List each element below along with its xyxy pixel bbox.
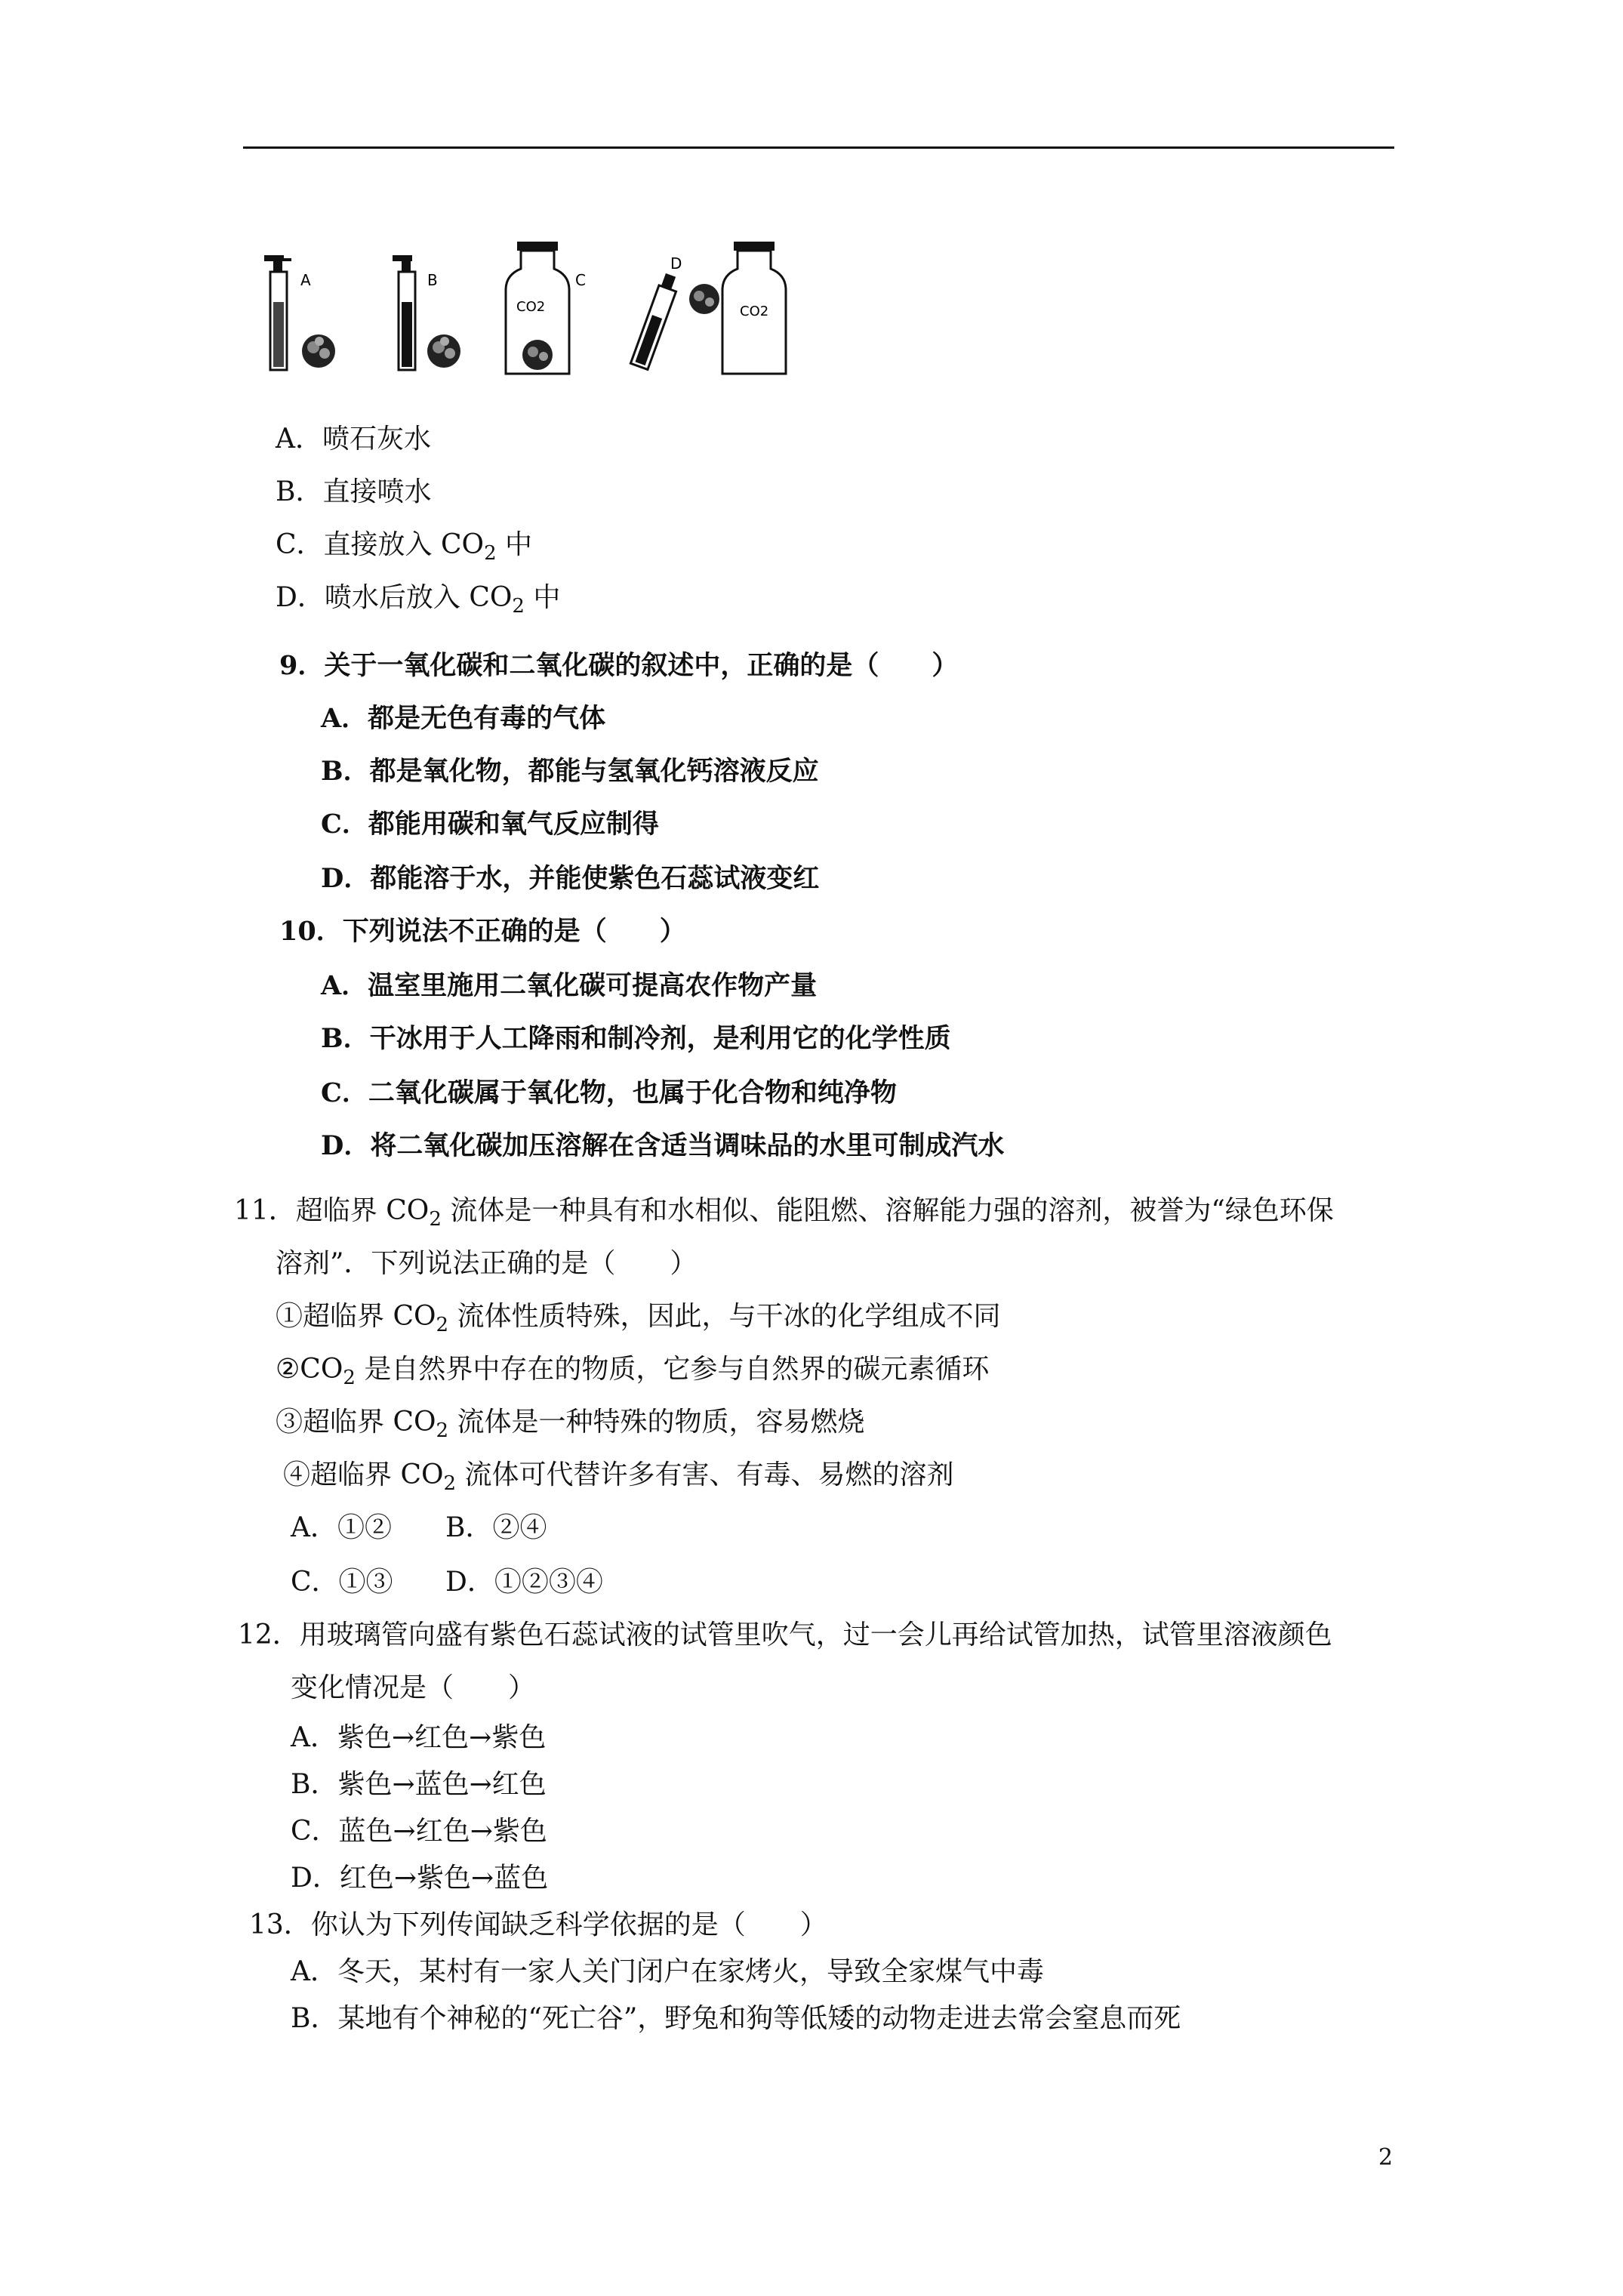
q8-option-d: D．喷水后放入 $CO_2$ 中	[276, 582, 561, 618]
q11-statement-1: ①超临界 $CO_2$ 流体性质特殊，因此，与干冰的化学组成不同	[276, 1301, 1001, 1336]
flower-icon	[302, 334, 335, 368]
bottle-c-label: CO2	[516, 299, 546, 315]
setup-c	[506, 242, 586, 374]
q8-option-c: C．直接放入 $CO_2$ 中	[276, 529, 533, 565]
q13-option-a: A．冬天，某村有一家人关门闭户在家烤火，导致全家煤气中毒	[291, 1956, 1044, 1987]
q12-option-a: A．紫色→红色→紫色	[291, 1722, 547, 1753]
q13-option-b: B．某地有个神秘的“死亡谷”，野兔和狗等低矮的动物走进去常会窒息而死	[291, 2003, 1181, 2034]
q11-option-b: B．②④	[445, 1512, 547, 1543]
q12-option-c: C．蓝色→红色→紫色	[291, 1816, 547, 1847]
q13-stem: 13．你认为下列传闻缺乏科学依据的是（ ）	[249, 1909, 827, 1940]
q10-stem: 10．下列说法不正确的是（ ）	[279, 916, 686, 947]
q12-option-d: D．红色→紫色→蓝色	[291, 1863, 549, 1894]
q12-stem-line1: 12．用玻璃管向盛有紫色石蕊试液的试管里吹气，过一会儿再给试管加热，试管里溶液颜色	[238, 1620, 1332, 1650]
q9-option-c: C．都能用碳和氧气反应制得	[321, 809, 659, 840]
q9-stem: 9．关于一氧化碳和二氧化碳的叙述中，正确的是（ ）	[279, 650, 959, 681]
q10-option-d: D．将二氧化碳加压溶解在含适当调味品的水里可制成汽水	[321, 1130, 1005, 1161]
setup-b	[393, 255, 460, 370]
page-number: 2	[1378, 2144, 1394, 2171]
figure-label-a: A	[300, 271, 311, 289]
figure-label-c: C	[575, 271, 586, 289]
q11-statement-3: ③超临界 $CO_2$ 流体是一种特殊的物质，容易燃烧	[276, 1407, 865, 1442]
figure-label-d: D	[670, 254, 682, 273]
header-rule	[243, 146, 1394, 149]
q9-option-a: A．都是无色有毒的气体	[321, 703, 606, 734]
flower-icon	[689, 284, 719, 314]
q10-option-a: A．温室里施用二氧化碳可提高农作物产量	[321, 970, 818, 1001]
q11-option-c: C．①③	[291, 1567, 393, 1598]
q8-option-b: B．直接喷水	[276, 476, 432, 507]
setup-a	[264, 255, 335, 370]
q10-option-b: B．干冰用于人工降雨和制冷剂，是利用它的化学性质	[321, 1023, 951, 1054]
bottle-d-label: CO2	[740, 304, 769, 319]
q11-statement-4: ④超临界 $CO_2$ 流体可代替许多有害、有毒、易燃的溶剂	[283, 1459, 954, 1495]
q11-option-d: D．①②③④	[445, 1567, 603, 1598]
q11-option-a: A．①②	[291, 1512, 392, 1543]
q12-stem-line2: 变化情况是（ ）	[291, 1672, 536, 1703]
flower-icon	[427, 334, 460, 368]
q11-stem-line2: 溶剂”．下列说法正确的是（ ）	[276, 1248, 698, 1279]
setup-d	[630, 242, 786, 374]
figure-label-b: B	[427, 271, 438, 289]
q8-option-a: A．喷石灰水	[276, 424, 431, 455]
q9-option-d: D．都能溶于水，并能使紫色石蕊试液变红	[321, 863, 820, 894]
flower-icon	[522, 340, 553, 370]
q11-statement-2: $②CO_2$ 是自然界中存在的物质，它参与自然界的碳元素循环	[276, 1354, 990, 1389]
q9-option-b: B．都是氧化物，都能与氢氧化钙溶液反应	[321, 756, 819, 787]
experiment-figure	[264, 242, 793, 378]
q12-option-b: B．紫色→蓝色→红色	[291, 1769, 547, 1800]
q10-option-c: C．二氧化碳属于氧化物，也属于化合物和纯净物	[321, 1077, 897, 1108]
q11-stem-line1: 11．超临界 $CO_2$ 流体是一种具有和水相似、能阻燃、溶解能力强的溶剂，被誉为“绿色环保	[234, 1195, 1334, 1231]
